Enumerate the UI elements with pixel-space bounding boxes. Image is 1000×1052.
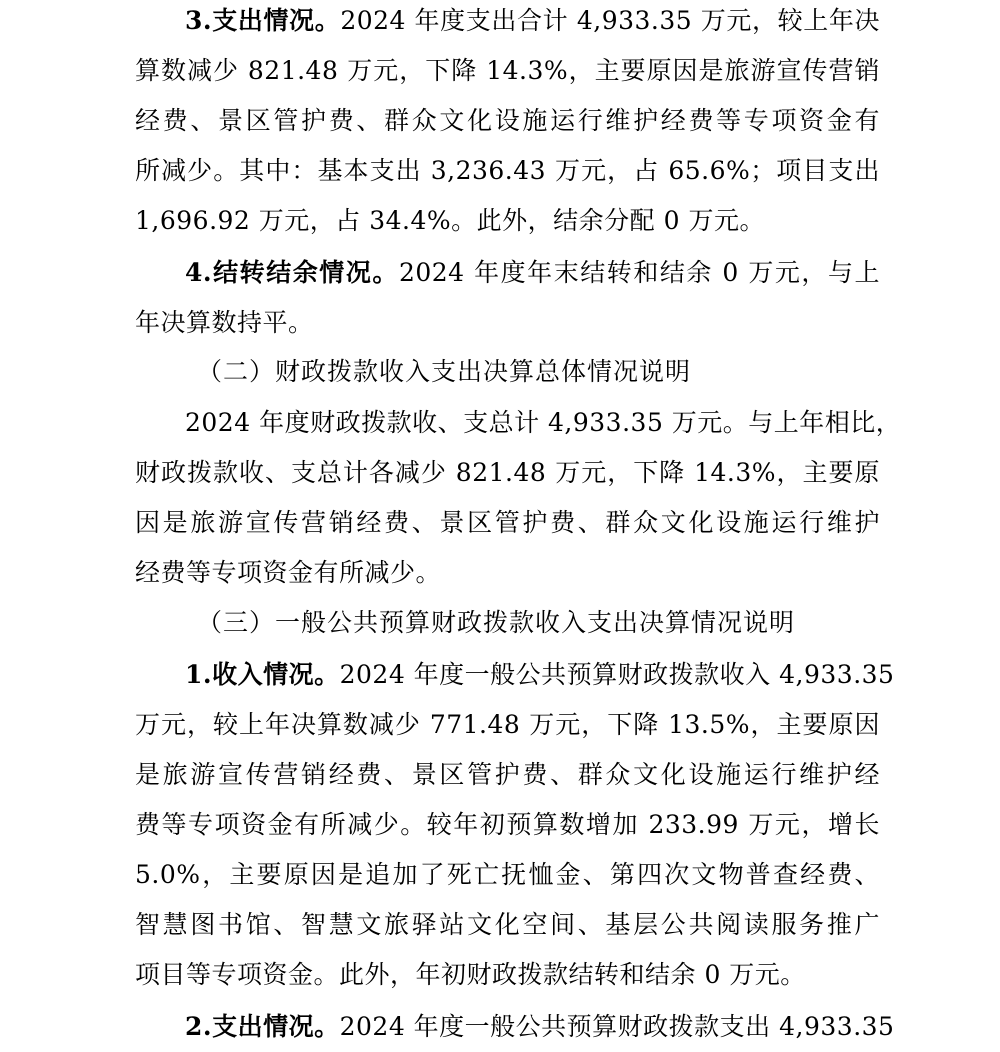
paragraph-fiscal-overall-line-1: 2024 年度财政拨款收、支总计 4,933.35 万元。与上年相比， [185, 408, 902, 437]
paragraph-expenditure-line-4: 所减少。其中：基本支出 3,236.43 万元，占 65.6%；项目支出 [135, 156, 880, 185]
paragraph-fiscal-overall-line-2: 财政拨款收、支总计各减少 821.48 万元，下降 14.3%，主要原 [135, 458, 880, 487]
paragraph-income-line-4: 费等专项资金有所减少。较年初预算数增加 233.99 万元，增长 [135, 810, 880, 839]
income-label: 1.收入情况。 [185, 660, 340, 689]
paragraph-income-line-2: 万元，较上年决算数减少 771.48 万元，下降 13.5%，主要原因 [135, 710, 880, 739]
carryover-label: 4.结转结余情况。 [185, 258, 399, 287]
paragraph-income-line-5: 5.0%，主要原因是追加了死亡抚恤金、第四次文物普查经费、 [135, 860, 880, 889]
section-heading-fiscal-overall: （二）财政拨款收入支出决算总体情况说明 [197, 357, 692, 386]
expenditure-label: 3.支出情况。 [185, 6, 341, 35]
paragraph-fiscal-overall-line-3: 因是旅游宣传营销经费、景区管护费、群众文化设施运行维护 [135, 508, 880, 537]
paragraph-expenditure-line-2: 算数减少 821.48 万元，下降 14.3%，主要原因是旅游宣传营销 [135, 56, 880, 85]
paragraph-carryover-line-2: 年决算数持平。 [135, 308, 314, 337]
expense-text: 2024 年度一般公共预算财政拨款支出 4,933.35 [339, 1012, 895, 1041]
section-heading-general-budget: （三）一般公共预算财政拨款收入支出决算情况说明 [197, 608, 796, 637]
paragraph-income-line-1 [185, 650, 895, 700]
carryover-text: 2024 年度年末结转和结余 0 万元，与上 [398, 258, 881, 287]
paragraph-expenditure-line-1 [185, 0, 880, 46]
income-text: 2024 年度一般公共预算财政拨款收入 4,933.35 [339, 660, 895, 689]
paragraph-fiscal-overall-line-4: 经费等专项资金有所减少。 [135, 558, 442, 587]
paragraph-expense-line-1 [185, 1002, 895, 1052]
expenditure-text: 2024 年度支出合计 4,933.35 万元，较上年决 [340, 6, 880, 35]
paragraph-carryover-line-1 [185, 248, 880, 298]
expense-label: 2.支出情况。 [185, 1012, 340, 1041]
paragraph-income-line-6: 智慧图书馆、智慧文旅驿站文化空间、基层公共阅读服务推广 [135, 910, 880, 939]
paragraph-income-line-3: 是旅游宣传营销经费、景区管护费、群众文化设施运行维护经 [135, 760, 880, 789]
paragraph-income-line-7: 项目等专项资金。此外，年初财政拨款结转和结余 0 万元。 [135, 960, 806, 989]
paragraph-expenditure-line-3: 经费、景区管护费、群众文化设施运行维护经费等专项资金有 [135, 106, 880, 135]
paragraph-expenditure-line-5: 1,696.92 万元，占 34.4%。此外，结余分配 0 万元。 [135, 206, 765, 235]
